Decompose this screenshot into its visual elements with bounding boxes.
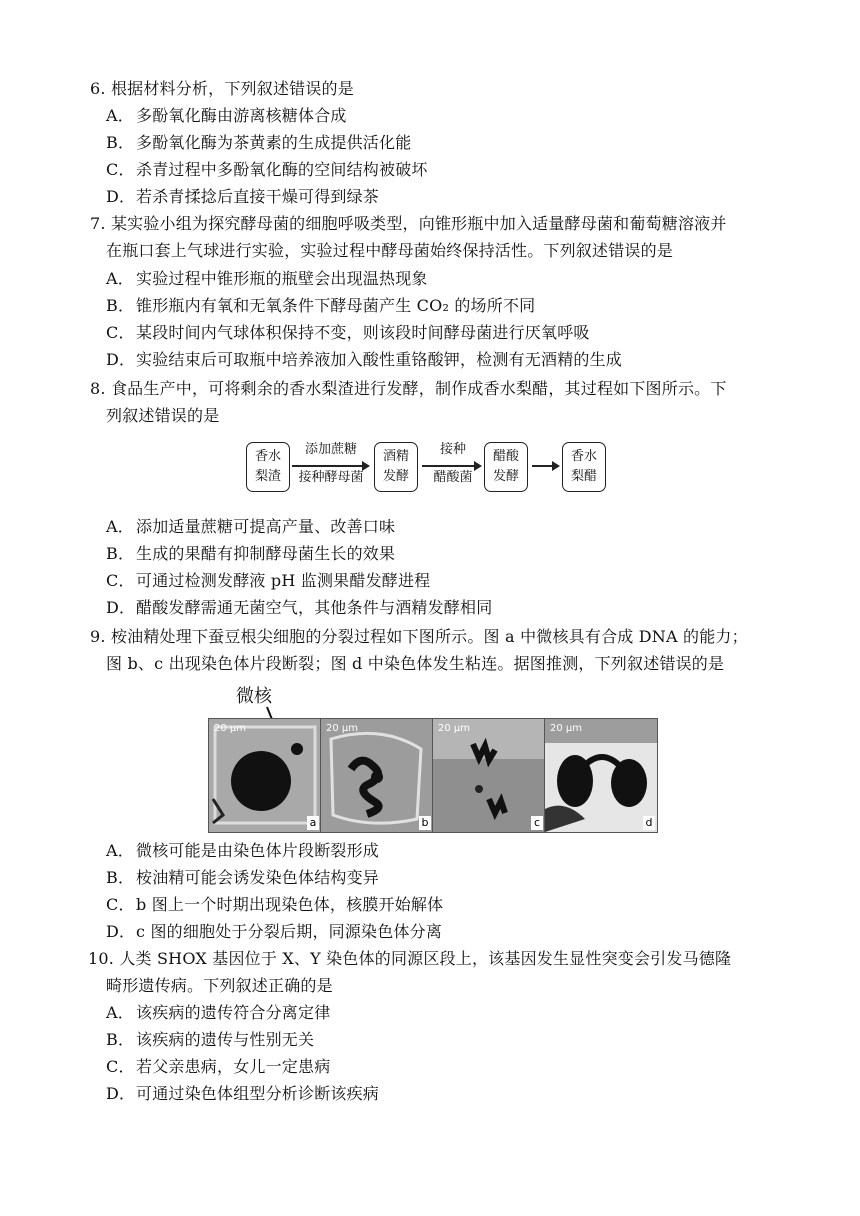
micrograph-c: [432, 718, 546, 833]
flow-box-alcohol-fermentation: 酒精 发酵: [374, 442, 418, 492]
q10-option-d: D．可通过染色体组型分析诊断该疾病: [106, 1084, 380, 1103]
flow-box-acetic-fermentation: 醋酸 发酵: [484, 442, 528, 492]
micrograph-a-image: [209, 719, 321, 832]
micronucleus-label: 微核: [236, 686, 272, 707]
micrograph-b-tag: b: [419, 816, 431, 830]
q8-option-c: C．可通过检测发酵液 pH 监测果醋发酵进程: [106, 571, 431, 590]
q10-option-c: C．若父亲患病，女儿一定患病: [106, 1057, 331, 1076]
flow-arrow-2: [422, 465, 480, 467]
micrograph-d-image: [545, 719, 657, 832]
micrograph-a-scale: 20 μm: [214, 723, 247, 734]
micrograph-a-tag: a: [307, 816, 319, 830]
micrograph-c-tag: c: [531, 816, 543, 830]
q8-option-d: D．醋酸发酵需通无菌空气，其他条件与酒精发酵相同: [106, 598, 493, 617]
micrograph-d: [544, 718, 658, 833]
q9-option-c: C．b 图上一个时期出现染色体，核膜开始解体: [106, 895, 444, 914]
micrograph-b: [320, 718, 434, 833]
micrograph-c-image: [433, 719, 545, 832]
micrograph-d-tag: d: [643, 816, 655, 830]
micrograph-b-image: [321, 719, 433, 832]
q7-option-b: B． 锥形瓶内有氧和无氧条件下酵母菌产生 CO₂ 的场所不同: [106, 296, 536, 315]
flow-box-pear-residue: 香水 梨渣: [246, 442, 290, 492]
q8-option-b: B． 生成的果醋有抑制酵母菌生长的效果: [106, 544, 396, 563]
q9-option-b: B． 桉油精可能会诱发染色体结构变异: [106, 868, 380, 887]
q7-stem-line1: 7. 某实验小组为探究酵母菌的细胞呼吸类型，向锥形瓶中加入适量酵母菌和葡萄糖溶液并: [90, 214, 727, 233]
q10-option-a: A． 该疾病的遗传符合分离定律: [106, 1003, 331, 1022]
q9-stem-line2: 图 b、c 出现染色体片段断裂；图 d 中染色体发生粘连。据图推测，下列叙述错误的是: [106, 654, 725, 673]
q10-stem-line2: 畸形遗传病。下列叙述正确的是: [106, 976, 333, 995]
q8-option-a: A． 添加适量蔗糖可提高产量、改善口味: [106, 517, 396, 536]
flow-label-add-sucrose: 添加蔗糖 接种酵母菌: [298, 442, 364, 485]
q9-option-a: A． 微核可能是由染色体片段断裂形成: [106, 841, 380, 860]
q8-stem-line2: 列叙述错误的是: [106, 406, 220, 425]
q9-stem-line1: 9. 桉油精处理下蚕豆根尖细胞的分裂过程如下图所示。图 a 中微核具有合成 DNA 的能力；: [90, 627, 748, 646]
micrograph-d-scale: 20 μm: [550, 723, 583, 734]
q7-option-a: A． 实验过程中锥形瓶的瓶壁会出现温热现象: [106, 269, 428, 288]
q6-option-a: A． 多酚氧化酶由游离核糖体合成: [106, 106, 347, 125]
q6-option-c: C．杀青过程中多酚氧化酶的空间结构被破坏: [106, 160, 428, 179]
micrograph-a: [208, 718, 322, 833]
fermentation-flow-diagram: [240, 440, 620, 496]
micrograph-b-scale: 20 μm: [326, 723, 359, 734]
flow-arrow-1: [292, 465, 368, 467]
q10-option-b: B． 该疾病的遗传与性别无关: [106, 1030, 315, 1049]
q6-stem: 6. 根据材料分析，下列叙述错误的是: [90, 79, 354, 98]
q6-option-b: B． 多酚氧化酶为茶黄素的生成提供活化能: [106, 133, 412, 152]
q9-option-d: D．c 图的细胞处于分裂后期，同源染色体分离: [106, 922, 443, 941]
q7-option-d: D．实验结束后可取瓶中培养液加入酸性重铬酸钾，检测有无酒精的生成: [106, 350, 623, 369]
q8-stem-line1: 8. 食品生产中，可将剩余的香水梨渣进行发酵，制作成香水梨醋，其过程如下图所示。下: [90, 379, 727, 398]
micrograph-c-scale: 20 μm: [438, 723, 471, 734]
q10-stem-line1: 10. 人类 SHOX 基因位于 X、Y 染色体的同源区段上，该基因发生显性突变会引发马德隆: [88, 949, 732, 968]
q7-option-c: C．某段时间内气球体积保持不变，则该段时间酵母菌进行厌氧呼吸: [106, 323, 590, 342]
q7-stem-line2: 在瓶口套上气球进行实验，实验过程中酵母菌始终保持活性。下列叙述错误的是: [106, 241, 674, 260]
flow-box-pear-vinegar: 香水 梨醋: [562, 442, 606, 492]
q6-option-d: D．若杀青揉捻后直接干燥可得到绿茶: [106, 187, 380, 206]
flow-arrow-3: [532, 465, 558, 467]
flow-label-acetobacter: 接种 醋酸菌: [433, 442, 473, 485]
